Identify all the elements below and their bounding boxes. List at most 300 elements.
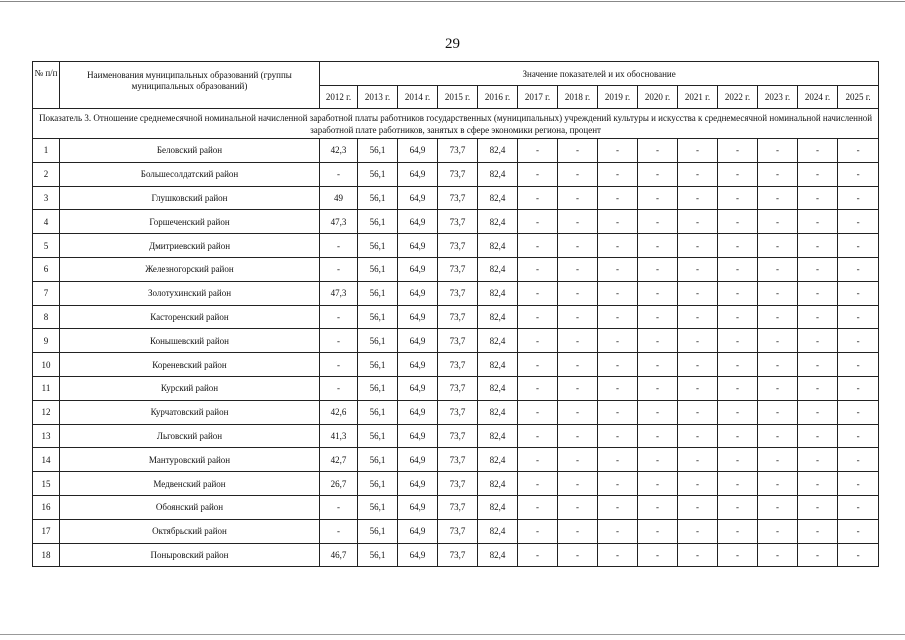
value-cell: - <box>558 281 598 305</box>
value-cell: - <box>798 424 838 448</box>
value-cell: - <box>598 210 638 234</box>
value-cell: - <box>718 139 758 163</box>
value-cell: 64,9 <box>398 424 438 448</box>
indicator-title: Показатель 3. Отношение среднемесячной номинальной начисленной заработной платы работников государственных (муниципальных) учреждений культуры и искусства к среднемесячной номинальной начисленной заработной плате работников, занятых в сфере экономики региона, процент <box>33 109 879 139</box>
value-cell: - <box>838 186 879 210</box>
top-scan-edge <box>0 1 905 2</box>
value-cell: 42,6 <box>320 400 358 424</box>
value-cell: 56,1 <box>358 305 398 329</box>
value-cell: - <box>638 353 678 377</box>
value-cell: 47,3 <box>320 210 358 234</box>
value-cell: 82,4 <box>478 329 518 353</box>
value-cell: - <box>518 543 558 567</box>
value-cell: - <box>638 400 678 424</box>
value-cell: - <box>798 472 838 496</box>
value-cell: - <box>838 376 879 400</box>
value-cell: - <box>518 281 558 305</box>
value-cell: - <box>718 257 758 281</box>
value-cell: - <box>838 162 879 186</box>
value-cell: 56,1 <box>358 210 398 234</box>
value-cell: 73,7 <box>438 281 478 305</box>
value-cell: 82,4 <box>478 281 518 305</box>
table-row <box>33 234 879 258</box>
municipality-name: Золотухинский район <box>60 281 320 305</box>
value-cell: - <box>758 448 798 472</box>
year-header: 2023 г. <box>758 86 798 109</box>
value-cell: - <box>838 353 879 377</box>
value-cell: - <box>678 472 718 496</box>
value-cell: 64,9 <box>398 186 438 210</box>
value-cell: - <box>518 353 558 377</box>
value-cell: - <box>758 210 798 234</box>
value-cell: - <box>598 186 638 210</box>
value-cell: - <box>678 543 718 567</box>
value-cell: - <box>598 376 638 400</box>
value-cell: - <box>558 448 598 472</box>
municipality-name: Горшеченский район <box>60 210 320 234</box>
value-cell: - <box>678 162 718 186</box>
value-cell: - <box>838 424 879 448</box>
table-row <box>33 305 879 329</box>
municipality-name: Беловский район <box>60 139 320 163</box>
value-cell: - <box>678 329 718 353</box>
value-cell: - <box>638 305 678 329</box>
value-cell: - <box>718 424 758 448</box>
value-cell: 73,7 <box>438 234 478 258</box>
value-cell: - <box>638 281 678 305</box>
value-cell: - <box>518 139 558 163</box>
value-cell: - <box>558 210 598 234</box>
value-cell: - <box>638 519 678 543</box>
value-cell: - <box>798 400 838 424</box>
value-cell: 56,1 <box>358 472 398 496</box>
municipality-name: Конышевский район <box>60 329 320 353</box>
value-cell: 64,9 <box>398 281 438 305</box>
value-cell: - <box>838 139 879 163</box>
value-cell: - <box>798 448 838 472</box>
value-cell: - <box>518 448 558 472</box>
value-cell: 64,9 <box>398 543 438 567</box>
year-header: 2021 г. <box>678 86 718 109</box>
value-cell: - <box>678 281 718 305</box>
value-cell: - <box>320 376 358 400</box>
year-header: 2015 г. <box>438 86 478 109</box>
value-cell: - <box>598 162 638 186</box>
value-cell: 73,7 <box>438 495 478 519</box>
value-cell: - <box>718 162 758 186</box>
value-cell: - <box>838 472 879 496</box>
table-row <box>33 519 879 543</box>
value-cell: 82,4 <box>478 234 518 258</box>
value-cell: - <box>798 519 838 543</box>
table-row <box>33 162 879 186</box>
value-cell: 82,4 <box>478 472 518 496</box>
value-cell: - <box>838 329 879 353</box>
table-row <box>33 448 879 472</box>
value-cell: 73,7 <box>438 448 478 472</box>
value-cell: - <box>638 472 678 496</box>
value-cell: - <box>638 257 678 281</box>
value-cell: - <box>678 376 718 400</box>
year-header: 2012 г. <box>320 86 358 109</box>
row-number: 16 <box>33 495 60 519</box>
value-cell: - <box>678 495 718 519</box>
year-header: 2017 г. <box>518 86 558 109</box>
indicator-row <box>33 109 879 139</box>
municipality-name: Кореневский район <box>60 353 320 377</box>
value-cell: - <box>798 543 838 567</box>
value-cell: - <box>598 519 638 543</box>
value-cell: - <box>638 139 678 163</box>
municipality-name: Курчатовский район <box>60 400 320 424</box>
value-cell: - <box>758 400 798 424</box>
row-number: 5 <box>33 234 60 258</box>
value-cell: - <box>838 519 879 543</box>
value-cell: 73,7 <box>438 257 478 281</box>
value-cell: - <box>638 424 678 448</box>
value-cell: 82,4 <box>478 305 518 329</box>
value-cell: - <box>758 139 798 163</box>
value-cell: - <box>758 162 798 186</box>
value-cell: - <box>838 543 879 567</box>
value-cell: 73,7 <box>438 210 478 234</box>
value-cell: 82,4 <box>478 210 518 234</box>
table-row <box>33 543 879 567</box>
value-cell: - <box>518 186 558 210</box>
value-cell: - <box>558 305 598 329</box>
table-row <box>33 329 879 353</box>
municipality-name: Дмитриевский район <box>60 234 320 258</box>
value-cell: - <box>758 305 798 329</box>
table-row <box>33 139 879 163</box>
value-cell: 42,3 <box>320 139 358 163</box>
value-cell: - <box>798 353 838 377</box>
municipality-name: Мантуровский район <box>60 448 320 472</box>
value-cell: - <box>758 495 798 519</box>
row-number: 15 <box>33 472 60 496</box>
row-number: 2 <box>33 162 60 186</box>
municipality-name: Большесолдатский район <box>60 162 320 186</box>
value-cell: - <box>798 495 838 519</box>
value-cell: 82,4 <box>478 519 518 543</box>
value-cell: 64,9 <box>398 376 438 400</box>
value-cell: 56,1 <box>358 186 398 210</box>
value-cell: 56,1 <box>358 234 398 258</box>
row-number: 17 <box>33 519 60 543</box>
value-cell: - <box>718 495 758 519</box>
value-cell: - <box>838 210 879 234</box>
row-number: 1 <box>33 139 60 163</box>
value-cell: - <box>678 234 718 258</box>
year-header: 2018 г. <box>558 86 598 109</box>
value-cell: - <box>718 305 758 329</box>
col-header-values: Значение показателей и их обоснование <box>320 62 879 86</box>
value-cell: - <box>638 234 678 258</box>
municipality-name: Глушковский район <box>60 186 320 210</box>
value-cell: - <box>678 424 718 448</box>
value-cell: - <box>518 495 558 519</box>
year-header: 2016 г. <box>478 86 518 109</box>
value-cell: - <box>758 424 798 448</box>
value-cell: - <box>518 472 558 496</box>
value-cell: 73,7 <box>438 329 478 353</box>
year-header: 2013 г. <box>358 86 398 109</box>
value-cell: - <box>758 281 798 305</box>
value-cell: - <box>320 329 358 353</box>
table-row <box>33 281 879 305</box>
value-cell: - <box>718 281 758 305</box>
value-cell: 64,9 <box>398 329 438 353</box>
year-header: 2025 г. <box>838 86 879 109</box>
municipality-name: Медвенский район <box>60 472 320 496</box>
table-row <box>33 186 879 210</box>
value-cell: - <box>320 519 358 543</box>
value-cell: - <box>558 162 598 186</box>
value-cell: - <box>518 305 558 329</box>
value-cell: - <box>798 376 838 400</box>
value-cell: 73,7 <box>438 162 478 186</box>
value-cell: - <box>598 543 638 567</box>
value-cell: - <box>838 495 879 519</box>
table-row <box>33 257 879 281</box>
municipality-name: Касторенский район <box>60 305 320 329</box>
value-cell: - <box>678 519 718 543</box>
value-cell: 56,1 <box>358 281 398 305</box>
value-cell: - <box>678 400 718 424</box>
value-cell: 73,7 <box>438 376 478 400</box>
value-cell: - <box>718 376 758 400</box>
table-row <box>33 376 879 400</box>
value-cell: - <box>638 162 678 186</box>
row-number: 4 <box>33 210 60 234</box>
value-cell: - <box>758 234 798 258</box>
municipality-name: Поныровский район <box>60 543 320 567</box>
value-cell: 56,1 <box>358 257 398 281</box>
value-cell: - <box>320 257 358 281</box>
value-cell: - <box>320 162 358 186</box>
value-cell: 64,9 <box>398 519 438 543</box>
value-cell: 64,9 <box>398 353 438 377</box>
value-cell: 64,9 <box>398 257 438 281</box>
value-cell: - <box>598 305 638 329</box>
value-cell: - <box>798 234 838 258</box>
value-cell: 64,9 <box>398 305 438 329</box>
value-cell: 56,1 <box>358 139 398 163</box>
value-cell: - <box>320 353 358 377</box>
value-cell: 64,9 <box>398 234 438 258</box>
row-number: 6 <box>33 257 60 281</box>
value-cell: - <box>558 329 598 353</box>
value-cell: - <box>638 448 678 472</box>
value-cell: - <box>678 210 718 234</box>
value-cell: - <box>718 472 758 496</box>
table-row <box>33 400 879 424</box>
page-number: 29 <box>445 36 460 52</box>
value-cell: 26,7 <box>320 472 358 496</box>
value-cell: 82,4 <box>478 495 518 519</box>
value-cell: - <box>758 353 798 377</box>
value-cell: - <box>558 257 598 281</box>
year-header: 2019 г. <box>598 86 638 109</box>
value-cell: - <box>718 353 758 377</box>
row-number: 13 <box>33 424 60 448</box>
value-cell: 73,7 <box>438 139 478 163</box>
value-cell: - <box>518 257 558 281</box>
row-number: 11 <box>33 376 60 400</box>
value-cell: - <box>758 329 798 353</box>
value-cell: - <box>798 139 838 163</box>
value-cell: - <box>558 400 598 424</box>
row-number: 10 <box>33 353 60 377</box>
value-cell: - <box>558 495 598 519</box>
value-cell: 56,1 <box>358 162 398 186</box>
value-cell: - <box>678 139 718 163</box>
value-cell: - <box>758 257 798 281</box>
value-cell: - <box>758 186 798 210</box>
value-cell: - <box>838 305 879 329</box>
value-cell: - <box>798 257 838 281</box>
value-cell: - <box>718 448 758 472</box>
value-cell: 82,4 <box>478 139 518 163</box>
row-number: 7 <box>33 281 60 305</box>
value-cell: - <box>518 424 558 448</box>
value-cell: 73,7 <box>438 543 478 567</box>
value-cell: 56,1 <box>358 329 398 353</box>
value-cell: - <box>598 139 638 163</box>
municipality-name: Льговский район <box>60 424 320 448</box>
value-cell: - <box>598 353 638 377</box>
value-cell: - <box>758 543 798 567</box>
row-number: 3 <box>33 186 60 210</box>
value-cell: 46,7 <box>320 543 358 567</box>
bottom-scan-edge <box>0 634 905 635</box>
value-cell: - <box>598 234 638 258</box>
value-cell: - <box>518 376 558 400</box>
value-cell: - <box>718 234 758 258</box>
value-cell: 56,1 <box>358 543 398 567</box>
value-cell: - <box>558 519 598 543</box>
value-cell: - <box>598 400 638 424</box>
value-cell: 82,4 <box>478 162 518 186</box>
value-cell: - <box>598 424 638 448</box>
value-cell: - <box>758 376 798 400</box>
value-cell: - <box>718 543 758 567</box>
value-cell: - <box>598 472 638 496</box>
value-cell: - <box>718 400 758 424</box>
value-cell: - <box>558 543 598 567</box>
value-cell: 82,4 <box>478 448 518 472</box>
value-cell: 42,7 <box>320 448 358 472</box>
value-cell: - <box>758 472 798 496</box>
row-number: 9 <box>33 329 60 353</box>
value-cell: - <box>598 329 638 353</box>
value-cell: - <box>638 495 678 519</box>
value-cell: 82,4 <box>478 257 518 281</box>
value-cell: 64,9 <box>398 448 438 472</box>
value-cell: 82,4 <box>478 186 518 210</box>
col-header-number: № п/п <box>33 62 60 109</box>
value-cell: - <box>798 162 838 186</box>
municipality-name: Железногорский район <box>60 257 320 281</box>
value-cell: - <box>598 495 638 519</box>
value-cell: - <box>558 186 598 210</box>
value-cell: - <box>798 305 838 329</box>
value-cell: - <box>638 210 678 234</box>
value-cell: - <box>518 519 558 543</box>
row-number: 8 <box>33 305 60 329</box>
year-header: 2024 г. <box>798 86 838 109</box>
row-number: 12 <box>33 400 60 424</box>
value-cell: - <box>718 186 758 210</box>
value-cell: 73,7 <box>438 186 478 210</box>
value-cell: 64,9 <box>398 162 438 186</box>
value-cell: - <box>558 376 598 400</box>
year-header: 2022 г. <box>718 86 758 109</box>
value-cell: 73,7 <box>438 353 478 377</box>
value-cell: 56,1 <box>358 424 398 448</box>
value-cell: - <box>518 329 558 353</box>
value-cell: - <box>558 139 598 163</box>
value-cell: - <box>798 186 838 210</box>
value-cell: - <box>638 186 678 210</box>
value-cell: 73,7 <box>438 472 478 496</box>
value-cell: - <box>838 257 879 281</box>
value-cell: 73,7 <box>438 424 478 448</box>
value-cell: 56,1 <box>358 448 398 472</box>
value-cell: 82,4 <box>478 353 518 377</box>
col-header-name: Наименования муниципальных образований (группы муниципальных образований) <box>60 62 320 109</box>
value-cell: - <box>638 543 678 567</box>
value-cell: - <box>718 519 758 543</box>
municipality-name: Курский район <box>60 376 320 400</box>
value-cell: - <box>678 186 718 210</box>
value-cell: 64,9 <box>398 400 438 424</box>
table-row <box>33 495 879 519</box>
value-cell: 64,9 <box>398 210 438 234</box>
value-cell: 56,1 <box>358 495 398 519</box>
value-cell: - <box>758 519 798 543</box>
value-cell: - <box>678 448 718 472</box>
year-header: 2014 г. <box>398 86 438 109</box>
value-cell: - <box>598 281 638 305</box>
value-cell: 56,1 <box>358 400 398 424</box>
value-cell: - <box>518 234 558 258</box>
value-cell: - <box>558 472 598 496</box>
table-row <box>33 210 879 234</box>
value-cell: - <box>558 353 598 377</box>
value-cell: 82,4 <box>478 376 518 400</box>
value-cell: - <box>678 353 718 377</box>
municipality-name: Обоянский район <box>60 495 320 519</box>
value-cell: - <box>678 305 718 329</box>
value-cell: 73,7 <box>438 400 478 424</box>
value-cell: 49 <box>320 186 358 210</box>
table-row <box>33 424 879 448</box>
value-cell: 73,7 <box>438 519 478 543</box>
value-cell: - <box>678 257 718 281</box>
value-cell: 56,1 <box>358 519 398 543</box>
value-cell: - <box>718 329 758 353</box>
value-cell: - <box>838 448 879 472</box>
value-cell: - <box>838 400 879 424</box>
value-cell: - <box>598 448 638 472</box>
value-cell: - <box>320 495 358 519</box>
value-cell: - <box>518 400 558 424</box>
value-cell: 56,1 <box>358 353 398 377</box>
value-cell: 82,4 <box>478 543 518 567</box>
value-cell: 64,9 <box>398 495 438 519</box>
value-cell: - <box>518 210 558 234</box>
